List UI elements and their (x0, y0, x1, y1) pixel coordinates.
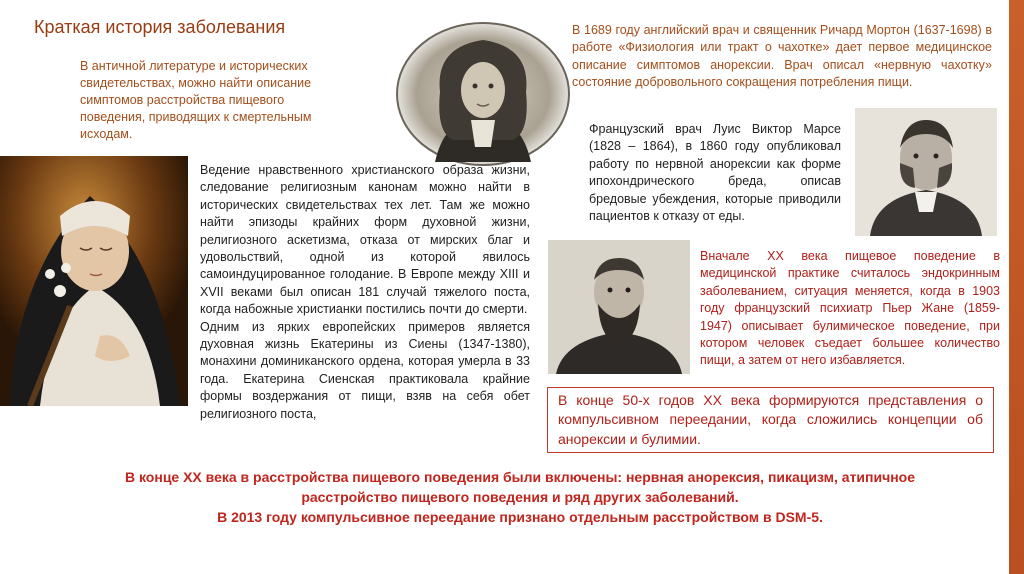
marce-text: Французский врач Луис Виктор Марсе (1828 – 1864), в 1860 году опубликовал работу по нервной анорексии как форме ипохондрического бреда, описав бредовые убеждения, которые приводили пациентов к отказу от еды. (589, 122, 841, 224)
marce-portrait (855, 108, 997, 236)
morton-portrait (395, 22, 571, 166)
history-paragraph-1: Ведение нравственного христианского образа жизни, следование религиозным канонам можно найти в исторических свидетельствах тех лет. Там же можно найти эпизоды крайних форм духовной жизни, религиозного аскетизма, отказа от мирских благ и удовольствий, одной из которой явилось самоиндуцированное голодание. В Европе между XIII и XVII веками был описан 181 случай тяжелого поста, когда набожные христианки постились почти до смерти. (200, 163, 530, 317)
decorative-side-strip (1009, 0, 1024, 574)
intro-text: В античной литературе и исторических свидетельствах, можно найти описание симптомов расстройства пищевого поведения, приводящих к смертельным исходам. (80, 59, 312, 141)
conclusion-line-3: В 2013 году компульсивное переедание признано отдельным расстройством в DSM-5. (217, 509, 823, 525)
conclusion-line-1: В конце ХХ века в расстройства пищевого поведения были включены: нервная анорексия, пикацизм, атипичное (124, 469, 916, 485)
conclusion-text (60, 467, 980, 527)
page-title: Краткая история заболевания (34, 17, 286, 37)
history-paragraph-2: Одним из ярких европейских примеров является духовная жизнь Екатерины из Сиены (1347-1380), монахини доминиканского ордена, которая умерла в 33 года. Екатерина Сиенская практиковала крайние формы воздержания от пищи, взяв на себя обет религиозного поста, (200, 319, 530, 421)
highlight-box (547, 387, 994, 453)
highlight-box-text: В конце 50-х годов ХХ века формируются представления о компульсивном переедании, когда сложились концепции об анорексии и булимии. (558, 392, 983, 447)
morton-text: В 1689 году английский врач и священник Ричард Мортон (1637-1698) в работе «Физиология или тракт о чахотке» дает первое медицинское описание симптомов анорексии. Врач описал «нервную чахотку» состояние добровольного сокращения потребления пищи. (572, 23, 992, 90)
saint-catherine-painting (0, 156, 188, 406)
janet-text: Вначале ХХ века пищевое поведение в медицинской практике считалось эндокринным заболеванием, ситуация меняется, когда в 1903 году французский психиатр Пьер Жане (1859-1947) описывает булимическое поведение, при котором человек съедает большее количество пищи, а затем от него избавляется. (700, 249, 1000, 368)
conclusion-line-2: расстройство пищевого поведения и ряд других заболеваний. (301, 489, 739, 505)
history-text (200, 162, 530, 423)
janet-portrait (548, 240, 690, 374)
